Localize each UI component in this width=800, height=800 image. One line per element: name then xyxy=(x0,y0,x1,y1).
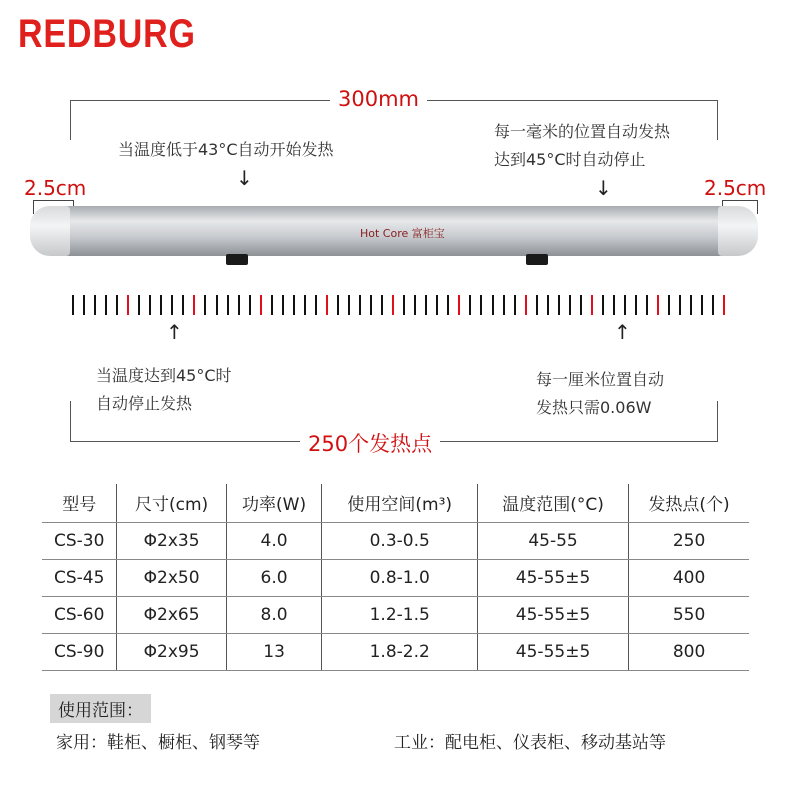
table-cell: 1.8-2.2 xyxy=(322,633,478,670)
heating-tick xyxy=(447,295,449,315)
heating-tick xyxy=(646,295,648,315)
heating-tick-red xyxy=(591,295,593,315)
heating-tick-red xyxy=(525,295,527,315)
arrow-up-icon: ↑ xyxy=(166,320,183,344)
mount-clip xyxy=(526,254,548,265)
points-label: 250个发热点 xyxy=(300,428,440,458)
heating-tick-red xyxy=(657,295,659,315)
column-header: 尺寸(cm) xyxy=(117,484,226,522)
heating-tick xyxy=(282,295,284,315)
top-dimension-right-tick xyxy=(717,100,718,140)
heating-tick xyxy=(569,295,571,315)
product-logo: Hot Core 富柜宝 xyxy=(360,227,445,240)
heating-tick xyxy=(425,295,427,315)
heating-tick xyxy=(414,295,416,315)
table-cell: CS-45 xyxy=(42,559,117,596)
heating-tick xyxy=(315,295,317,315)
heating-tick xyxy=(249,295,251,315)
length-label: 300mm xyxy=(330,87,427,111)
note-top-right-2: 达到45°C时自动停止 xyxy=(494,150,646,169)
heating-tick xyxy=(293,295,295,315)
heating-tick xyxy=(668,295,670,315)
heating-tick xyxy=(271,295,273,315)
heating-tick xyxy=(149,295,151,315)
heating-tick xyxy=(204,295,206,315)
bottom-dimension-right-tick xyxy=(717,401,718,441)
table-row xyxy=(42,596,749,633)
table-header-row xyxy=(42,484,749,522)
heating-tick xyxy=(94,295,96,315)
table-cell: CS-30 xyxy=(42,522,117,559)
arrow-down-icon: ↓ xyxy=(595,176,612,200)
column-header: 发热点(个) xyxy=(629,484,749,522)
heating-tick xyxy=(712,295,714,315)
heating-tick xyxy=(613,295,615,315)
arrow-down-icon: ↓ xyxy=(236,166,253,190)
scope-label: 使用范围： xyxy=(50,694,151,723)
column-header: 功率(W) xyxy=(226,484,322,522)
heating-tick xyxy=(381,295,383,315)
heating-tick xyxy=(227,295,229,315)
table-cell: 8.0 xyxy=(226,596,322,633)
table-cell: CS-90 xyxy=(42,633,117,670)
heating-tick xyxy=(679,295,681,315)
spec-table xyxy=(42,484,749,671)
heating-tick-red xyxy=(193,295,195,315)
table-cell: Φ2x95 xyxy=(117,633,226,670)
brand-logo: REDBURG xyxy=(18,12,196,56)
table-cell: 800 xyxy=(629,633,749,670)
heating-tick-red xyxy=(392,295,394,315)
heating-tick xyxy=(72,295,74,315)
table-cell: 45-55±5 xyxy=(477,559,628,596)
arrow-up-icon: ↑ xyxy=(614,320,631,344)
heating-tick xyxy=(701,295,703,315)
table-cell: CS-60 xyxy=(42,596,117,633)
heating-tick xyxy=(492,295,494,315)
note-bottom-left-1: 当温度达到45°C时 xyxy=(96,366,232,385)
heating-tick xyxy=(370,295,372,315)
table-cell: 6.0 xyxy=(226,559,322,596)
note-top-left: 当温度低于43°C自动开始发热 xyxy=(118,140,334,159)
heating-tick xyxy=(83,295,85,315)
heating-tick xyxy=(503,295,505,315)
heating-tick xyxy=(403,295,405,315)
heating-tick xyxy=(469,295,471,315)
tube-left-cap xyxy=(30,206,70,256)
table-cell: 0.3-0.5 xyxy=(322,522,478,559)
table-cell: 400 xyxy=(629,559,749,596)
table-cell: 4.0 xyxy=(226,522,322,559)
scope-home: 家用：鞋柜、橱柜、钢琴等 xyxy=(56,733,260,753)
table-cell: Φ2x65 xyxy=(117,596,226,633)
heating-tick xyxy=(436,295,438,315)
note-bottom-right-2: 发热只需0.06W xyxy=(536,398,652,417)
table-cell: Φ2x50 xyxy=(117,559,226,596)
right-end-label: 2.5cm xyxy=(704,176,767,200)
heating-tick-red xyxy=(260,295,262,315)
heating-tick xyxy=(547,295,549,315)
heating-tick xyxy=(105,295,107,315)
tube-right-cap xyxy=(718,206,758,256)
table-cell: 1.2-1.5 xyxy=(322,596,478,633)
table-cell: 13 xyxy=(226,633,322,670)
heating-tick xyxy=(536,295,538,315)
heating-tick xyxy=(216,295,218,315)
column-header: 型号 xyxy=(42,484,117,522)
left-end-label: 2.5cm xyxy=(24,176,87,200)
heating-tick xyxy=(624,295,626,315)
heating-tick xyxy=(348,295,350,315)
heating-tick xyxy=(304,295,306,315)
note-top-right-1: 每一毫米的位置自动发热 xyxy=(494,122,671,141)
heating-tick xyxy=(138,295,140,315)
heating-tick xyxy=(514,295,516,315)
mount-clip xyxy=(226,254,248,265)
heating-tick xyxy=(580,295,582,315)
heating-tick xyxy=(160,295,162,315)
table-row xyxy=(42,633,749,670)
table-cell: 250 xyxy=(629,522,749,559)
heating-tick xyxy=(182,295,184,315)
note-bottom-left-2: 自动停止发热 xyxy=(96,394,193,413)
heating-tick-red xyxy=(723,295,725,315)
heating-tick xyxy=(602,295,604,315)
heating-tick xyxy=(690,295,692,315)
heating-tick xyxy=(480,295,482,315)
heating-tick xyxy=(337,295,339,315)
heating-tick-red xyxy=(326,295,328,315)
column-header: 温度范围(°C) xyxy=(477,484,628,522)
heating-tick xyxy=(359,295,361,315)
table-cell: 0.8-1.0 xyxy=(322,559,478,596)
bottom-dimension-left-tick xyxy=(70,401,71,441)
table-row xyxy=(42,559,749,596)
column-header: 使用空间(m³) xyxy=(322,484,478,522)
heating-tick xyxy=(558,295,560,315)
table-row xyxy=(42,522,749,559)
heating-tick xyxy=(238,295,240,315)
scope-industry: 工业：配电柜、仪表柜、移动基站等 xyxy=(394,733,666,753)
heating-tick xyxy=(635,295,637,315)
heating-tick-red xyxy=(458,295,460,315)
table-cell: 45-55 xyxy=(477,522,628,559)
top-dimension-left-tick xyxy=(70,100,71,140)
table-cell: 45-55±5 xyxy=(477,596,628,633)
note-bottom-right-1: 每一厘米位置自动 xyxy=(536,370,665,389)
heating-tick xyxy=(171,295,173,315)
table-cell: 550 xyxy=(629,596,749,633)
table-cell: Φ2x35 xyxy=(117,522,226,559)
heating-tick-red xyxy=(127,295,129,315)
heating-tick xyxy=(116,295,118,315)
table-cell: 45-55±5 xyxy=(477,633,628,670)
